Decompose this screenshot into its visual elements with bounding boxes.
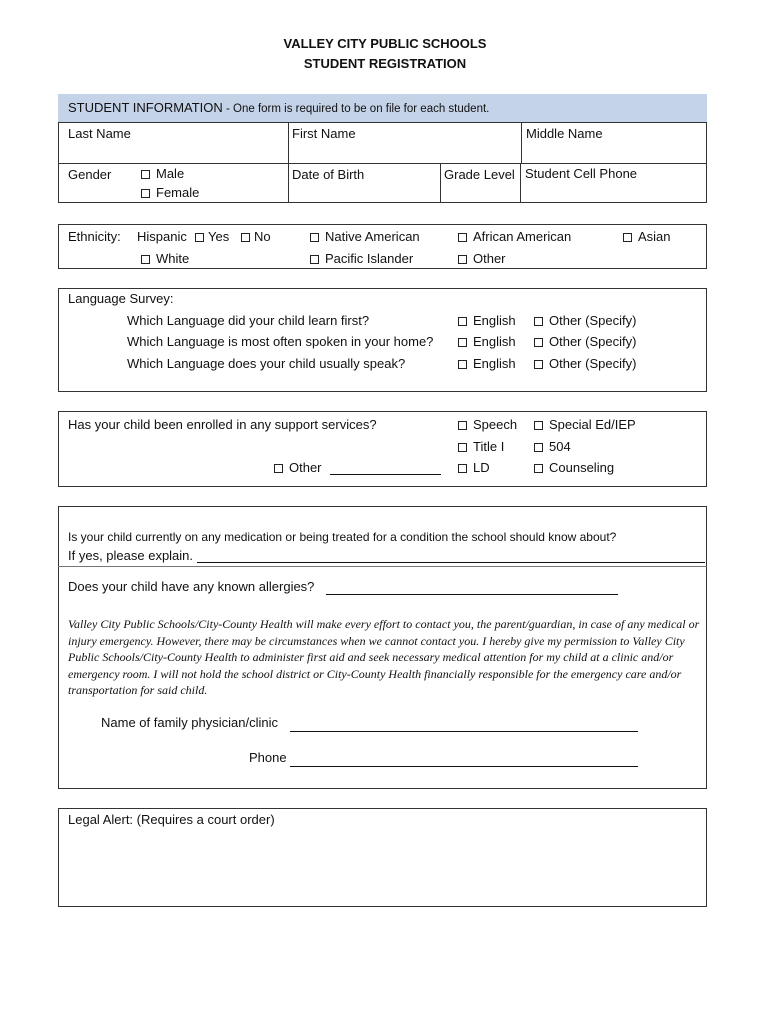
counseling-option[interactable]	[534, 460, 614, 476]
physician-label: Name of family physician/clinic	[101, 715, 279, 730]
english-checkbox[interactable]	[458, 317, 467, 326]
speech-checkbox[interactable]	[458, 421, 467, 430]
title-i-label: Title I	[473, 439, 505, 454]
male-option[interactable]	[141, 166, 184, 182]
support-other-option[interactable]	[274, 460, 322, 476]
support-other-checkbox[interactable]	[274, 464, 283, 473]
ethnicity-label: Ethnicity:	[68, 229, 121, 244]
title-i-option[interactable]	[458, 439, 504, 455]
white-label: White	[156, 251, 190, 266]
language-question: Which Language did your child learn first?	[127, 313, 370, 328]
hispanic-no-option[interactable]	[241, 229, 271, 245]
other-specify-checkbox[interactable]	[534, 317, 543, 326]
language-question: Which Language does your child usually speak?	[127, 356, 406, 371]
explain-line[interactable]	[197, 562, 705, 563]
support-other-label: Other	[289, 460, 322, 475]
counseling-checkbox[interactable]	[534, 464, 543, 473]
student-info-note: - One form is required to be on file for each student.	[222, 103, 490, 115]
title-i-checkbox[interactable]	[458, 443, 467, 452]
pacific-islander-checkbox[interactable]	[310, 255, 319, 264]
last-name-field[interactable]: Last Name	[68, 126, 131, 141]
english-label: English	[473, 356, 516, 371]
ethnicity-other-checkbox[interactable]	[458, 255, 467, 264]
ld-label: LD	[473, 460, 490, 475]
english-label: English	[473, 334, 516, 349]
male-checkbox[interactable]	[141, 170, 150, 179]
divider	[521, 122, 522, 163]
native-american-checkbox[interactable]	[310, 233, 319, 242]
support-services-question: Has your child been enrolled in any support services?	[68, 417, 377, 432]
dob-field[interactable]: Date of Birth	[292, 167, 365, 182]
yes-label: Yes	[208, 229, 230, 244]
asian-checkbox[interactable]	[623, 233, 632, 242]
native-american-option[interactable]	[310, 229, 420, 245]
english-label: English	[473, 313, 516, 328]
divider	[520, 163, 521, 203]
pacific-islander-option[interactable]	[310, 251, 413, 267]
female-checkbox[interactable]	[141, 189, 150, 198]
ethnicity-other-label: Other	[473, 251, 506, 266]
pacific-islander-label: Pacific Islander	[325, 251, 414, 266]
first-name-field[interactable]: First Name	[292, 126, 356, 141]
ld-checkbox[interactable]	[458, 464, 467, 473]
male-label: Male	[156, 166, 185, 181]
middle-name-field[interactable]: Middle Name	[526, 126, 603, 141]
student-info-heading	[68, 100, 489, 117]
support-other-line[interactable]	[330, 474, 441, 475]
speech-label: Speech	[473, 417, 518, 432]
hispanic-yes-checkbox[interactable]	[195, 233, 204, 242]
hispanic-yes-option[interactable]	[195, 229, 229, 245]
special-ed-checkbox[interactable]	[534, 421, 543, 430]
ethnicity-other-option[interactable]	[458, 251, 506, 267]
african-american-checkbox[interactable]	[458, 233, 467, 242]
school-title: VALLEY CITY PUBLIC SCHOOLS	[283, 36, 487, 51]
african-american-label: African American	[473, 229, 572, 244]
504-option[interactable]	[534, 439, 571, 455]
gender-label: Gender	[68, 167, 112, 182]
medical-divider	[58, 566, 707, 567]
cell-phone-field[interactable]: Student Cell Phone	[525, 166, 638, 181]
white-checkbox[interactable]	[141, 255, 150, 264]
language-survey-label: Language Survey:	[68, 291, 174, 306]
asian-label: Asian	[638, 229, 671, 244]
medication-question: Is your child currently on any medication or being treated for a condition the school should know about?	[68, 530, 617, 544]
ld-option[interactable]	[458, 460, 490, 476]
other-specify-label: Other (Specify)	[549, 313, 637, 328]
hispanic-no-checkbox[interactable]	[241, 233, 250, 242]
female-label: Female	[156, 185, 200, 200]
female-option[interactable]	[141, 185, 199, 201]
other-specify-checkbox[interactable]	[534, 338, 543, 347]
english-option[interactable]	[458, 356, 516, 372]
hispanic-label: Hispanic	[137, 229, 187, 244]
native-american-label: Native American	[325, 229, 420, 244]
language-question: Which Language is most often spoken in your home?	[127, 334, 434, 349]
explain-label: If yes, please explain.	[68, 548, 194, 563]
form-title: STUDENT REGISTRATION	[303, 56, 467, 71]
phone-line[interactable]	[290, 766, 638, 767]
english-checkbox[interactable]	[458, 360, 467, 369]
african-american-option[interactable]	[458, 229, 571, 245]
legal-alert-label: Legal Alert: (Requires a court order)	[68, 812, 275, 827]
special-ed-option[interactable]	[534, 417, 636, 433]
white-option[interactable]	[141, 251, 189, 267]
counseling-label: Counseling	[549, 460, 615, 475]
phone-label: Phone	[249, 750, 287, 765]
special-ed-label: Special Ed/IEP	[549, 417, 636, 432]
other-specify-label: Other (Specify)	[549, 334, 637, 349]
english-option[interactable]	[458, 334, 516, 350]
other-specify-option[interactable]	[534, 334, 636, 350]
grade-level-field[interactable]: Grade Level	[444, 167, 515, 182]
divider	[440, 163, 441, 203]
divider	[288, 122, 289, 203]
allergies-label: Does your child have any known allergies?	[68, 579, 315, 594]
student-info-row-divider	[58, 163, 707, 164]
speech-option[interactable]	[458, 417, 517, 433]
asian-option[interactable]	[623, 229, 671, 245]
allergies-line[interactable]	[326, 594, 618, 595]
other-specify-checkbox[interactable]	[534, 360, 543, 369]
other-specify-option[interactable]	[534, 356, 636, 372]
504-checkbox[interactable]	[534, 443, 543, 452]
physician-line[interactable]	[290, 731, 638, 732]
english-option[interactable]	[458, 313, 516, 329]
504-label: 504	[549, 439, 571, 454]
student-info-title: STUDENT INFORMATION	[68, 100, 223, 115]
english-checkbox[interactable]	[458, 338, 467, 347]
consent-paragraph: Valley City Public Schools/City-County Health will make every effort to contact you, the parent/guardian, in case of any medical or injury emergency. However, there may be circumstances when we cannot contact you. I hereby give my permission to Valley City Public Schools/City-County Health to administer first aid and seek necessary medical attention for my child at a clinic and/or emergency room. I will not hold the school district or City-County Health financially responsible for the emergency care and/or transportation for said child.	[68, 617, 700, 697]
other-specify-label: Other (Specify)	[549, 356, 637, 371]
other-specify-option[interactable]	[534, 313, 636, 329]
no-label: No	[254, 229, 271, 244]
